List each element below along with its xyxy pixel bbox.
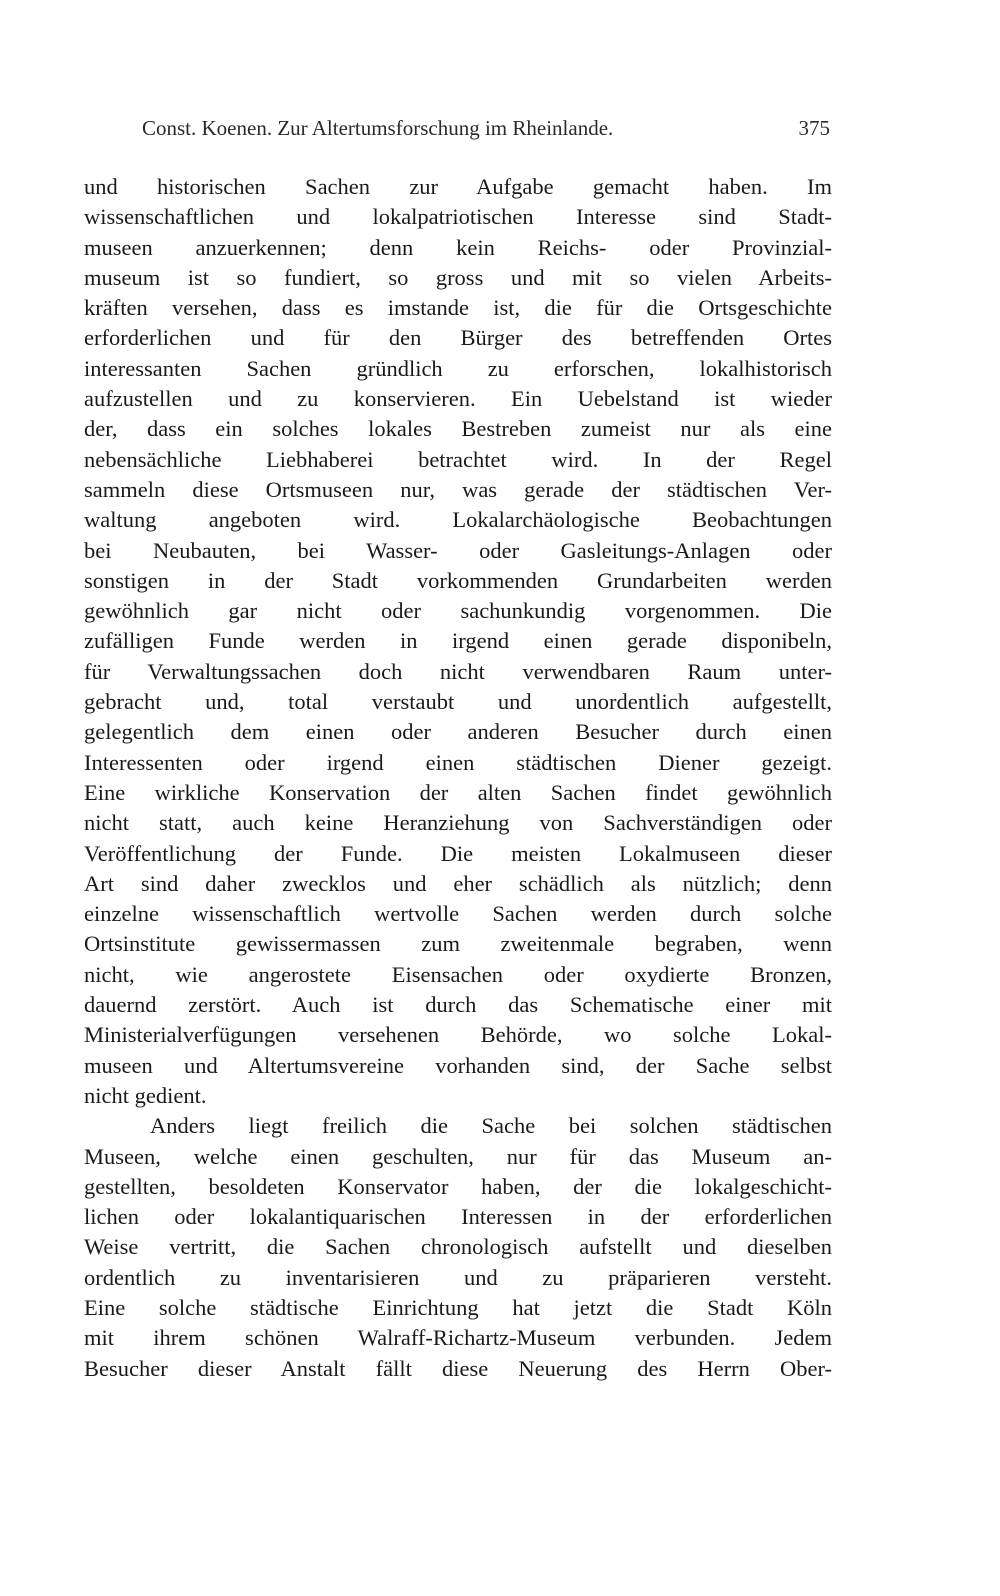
- body-text: [84, 172, 832, 1384]
- text-line: Anders liegt freilich die Sache bei solchen städtischen: [150, 1113, 832, 1139]
- running-header: [142, 116, 830, 141]
- text-line: museum ist so fundiert, so gross und mit so vielen Arbeits-: [84, 264, 832, 290]
- text-line: erforderlichen und für den Bürger des betreffenden Ortes: [84, 325, 832, 351]
- text-line: gebracht und, total verstaubt und unordentlich aufgestellt,: [84, 689, 832, 715]
- text-line: ordentlich zu inventarisieren und zu präparieren versteht.: [84, 1264, 832, 1290]
- text-line: bei Neubauten, bei Wasser- oder Gasleitungs-Anlagen oder: [84, 537, 832, 563]
- text-line: nicht statt, auch keine Heranziehung von Sachverständigen oder: [84, 810, 832, 836]
- text-line: sammeln diese Ortsmuseen nur, was gerade der städtischen Ver-: [84, 476, 832, 502]
- text-line: waltung angeboten wird. Lokalarchäologische Beobachtungen: [84, 507, 832, 533]
- text-line: museen anzuerkennen; denn kein Reichs- oder Provinzial-: [84, 234, 832, 260]
- text-line: nebensächliche Liebhaberei betrachtet wird. In der Regel: [84, 446, 832, 472]
- text-line: zufälligen Funde werden in irgend einen gerade disponibeln,: [84, 628, 832, 654]
- text-line: kräften versehen, dass es imstande ist, die für die Ortsgeschichte: [84, 295, 832, 321]
- text-line: nicht gedient.: [84, 1082, 207, 1108]
- text-line: Ortsinstitute gewissermassen zum zweitenmale begraben, wenn: [84, 931, 832, 957]
- text-line: mit ihrem schönen Walraff-Richartz-Museum verbunden. Jedem: [84, 1325, 832, 1351]
- text-line: gestellten, besoldeten Konservator haben, der die lokalgeschicht-: [84, 1173, 832, 1199]
- running-title: Const. Koenen. Zur Altertumsforschung im Rheinlande.: [142, 116, 614, 140]
- text-line: und historischen Sachen zur Aufgabe gemacht haben. Im: [84, 174, 832, 199]
- text-line: wissenschaftlichen und lokalpatriotischen Interesse sind Stadt-: [84, 204, 832, 230]
- text-line: museen und Altertumsvereine vorhanden sind, der Sache selbst: [84, 1052, 832, 1078]
- text-line: Interessenten oder irgend einen städtischen Diener gezeigt.: [84, 749, 832, 775]
- text-line: lichen oder lokalantiquarischen Interessen in der erforderlichen: [84, 1204, 832, 1230]
- text-line: der, dass ein solches lokales Bestreben zumeist nur als eine: [84, 416, 832, 442]
- text-line: nicht, wie angerostete Eisensachen oder oxydierte Bronzen,: [84, 961, 832, 987]
- text-line: Ministerialverfügungen versehenen Behörde, wo solche Lokal-: [84, 1022, 832, 1048]
- text-line: dauernd zerstört. Auch ist durch das Schematische einer mit: [84, 992, 832, 1018]
- text-line: Besucher dieser Anstalt fällt diese Neuerung des Herrn Ober-: [84, 1355, 832, 1381]
- text-line: interessanten Sachen gründlich zu erforschen, lokalhistorisch: [84, 355, 832, 381]
- text-line: aufzustellen und zu konservieren. Ein Uebelstand ist wieder: [84, 386, 832, 412]
- text-line: einzelne wissenschaftlich wertvolle Sachen werden durch solche: [84, 901, 832, 927]
- text-line: sonstigen in der Stadt vorkommenden Grundarbeiten werden: [84, 567, 832, 593]
- text-line: gewöhnlich gar nicht oder sachunkundig vorgenommen. Die: [84, 598, 832, 624]
- text-line: Art sind daher zwecklos und eher schädlich als nützlich; denn: [84, 870, 832, 896]
- page-number: 375: [798, 116, 830, 140]
- text-line: gelegentlich dem einen oder anderen Besucher durch einen: [84, 719, 832, 745]
- text-line: Veröffentlichung der Funde. Die meisten Lokalmuseen dieser: [84, 840, 832, 866]
- text-line: Museen, welche einen geschulten, nur für das Museum an-: [84, 1143, 832, 1169]
- text-line: Eine solche städtische Einrichtung hat jetzt die Stadt Köln: [84, 1294, 832, 1320]
- text-line: für Verwaltungssachen doch nicht verwendbaren Raum unter-: [84, 658, 832, 684]
- text-line: Weise vertritt, die Sachen chronologisch aufstellt und dieselben: [84, 1234, 832, 1260]
- text-line: Eine wirkliche Konservation der alten Sachen findet gewöhnlich: [84, 779, 832, 805]
